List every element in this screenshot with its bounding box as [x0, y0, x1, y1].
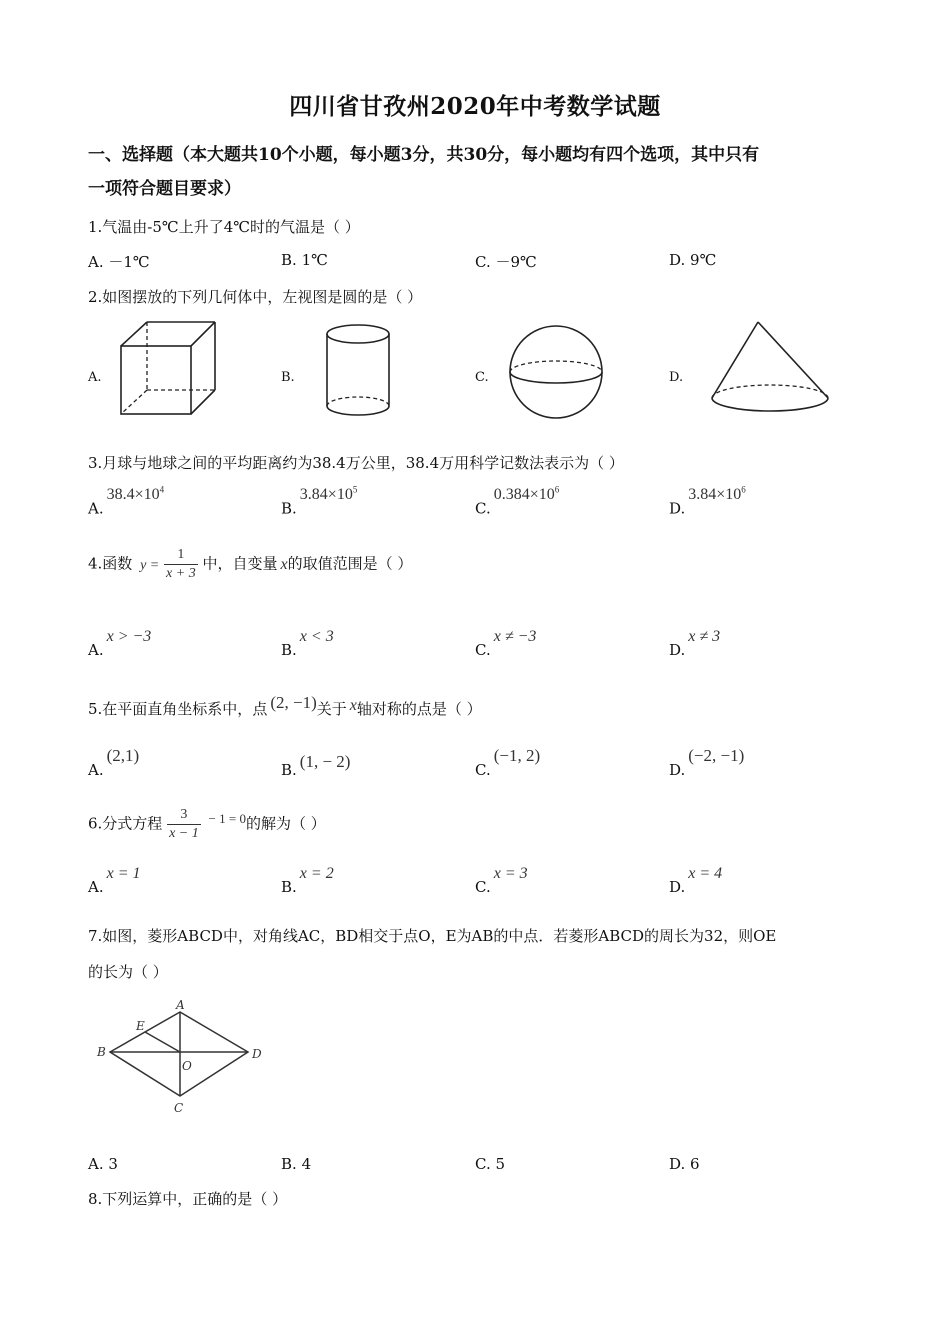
option-c: C.x = 3 [475, 865, 528, 896]
sphere-figure [506, 322, 606, 422]
option-c: C. [475, 370, 489, 385]
option-d: D. [669, 370, 684, 385]
option-d: D. 9℃ [669, 251, 717, 269]
question-3-options [88, 485, 868, 531]
cylinder-figure [322, 322, 394, 422]
question-7-stem-line2: 的长为（ ） [88, 963, 168, 981]
question-6-stem: 6.分式方程 $\frac{3}{x - 1}$ − 1 = 0的解为（ ） [88, 807, 326, 841]
question-5-options [88, 746, 868, 792]
question-8-stem: 8.下列运算中，正确的是（ ） [88, 1190, 288, 1208]
section-heading-line1: 一、选择题（本大题共10个小题，每小题3分，共30分，每小题均有四个选项，其中只有 [88, 145, 760, 165]
option-c: C.(−1, 2) [475, 746, 541, 779]
option-c: C.x ≠ −3 [475, 628, 537, 659]
option-a: $A.38.4\times 10^4$ [88, 485, 165, 518]
question-5-stem: 5.在平面直角坐标系中，点 (2, −1)关于 x轴对称的点是（ ） [88, 693, 482, 718]
question-4-stem: 4.函数 y = $\frac{1}{x + 3}$ 中，自变量 x的取值范围是（ ） [88, 547, 413, 581]
option-c: C. －9℃ [475, 253, 537, 271]
option-a: A. 3 [88, 1155, 118, 1173]
option-c: C. 5 [475, 1155, 506, 1173]
rhombus-figure [92, 998, 272, 1116]
function-fraction: $\frac{1}{x + 3}$ [166, 547, 196, 581]
question-1-options [88, 251, 868, 283]
option-d: D.(−2, −1) [669, 746, 745, 779]
option-d: D.x ≠ 3 [669, 628, 721, 659]
question-7-options [88, 1155, 868, 1187]
question-7-stem-line1: 7.如图，菱形ABCD中，对角线AC，BD相交于点O，E为AB的中点．若菱形ABCD的周长为32，则OE [88, 927, 777, 945]
option-a: A.x > −3 [88, 628, 152, 659]
cube-figure [115, 318, 220, 420]
option-d: $D.3.84\times 10^6$ [669, 485, 746, 518]
option-a: A.(2,1) [88, 746, 140, 779]
vertex-label-b: B [97, 1045, 106, 1059]
option-b: B. (1, − 2) [281, 752, 351, 779]
section-heading-line2: 一项符合题目要求） [88, 179, 241, 199]
option-b: B. 4 [281, 1155, 312, 1173]
option-d: D.x = 4 [669, 865, 723, 896]
section-heading [88, 138, 868, 206]
question-2-stem: 2.如图摆放的下列几何体中，左视图是圆的是（ ） [88, 288, 423, 306]
cone-figure [708, 318, 832, 414]
equation-fraction: $\frac{3}{x - 1}$ [169, 807, 199, 841]
vertex-label-a: A [176, 998, 185, 1012]
question-6-options [88, 865, 868, 910]
option-b: B.x < 3 [281, 628, 334, 659]
option-b: B. [281, 370, 295, 385]
option-a: A.x = 1 [88, 865, 141, 896]
question-4-options [88, 628, 868, 673]
vertex-label-c: C [174, 1101, 184, 1115]
option-b: B. 1℃ [281, 251, 328, 269]
page-title: 四川省甘孜州2020年中考数学试题 [289, 93, 661, 120]
option-b: $B.3.84\times 10^5$ [281, 485, 358, 518]
option-c: $C.0.384\times 10^6$ [475, 485, 560, 518]
question-1-stem: 1.气温由-5℃上升了4℃时的气温是（ ） [88, 218, 360, 236]
question-3-stem: 3.月球与地球之间的平均距离约为38.4万公里，38.4万用科学记数法表示为（ ） [88, 454, 624, 472]
vertex-label-o: O [182, 1059, 192, 1073]
option-a: A. －1℃ [88, 253, 150, 271]
option-d: D. 6 [669, 1155, 700, 1173]
vertex-label-e: E [136, 1019, 145, 1033]
option-b: B.x = 2 [281, 865, 334, 896]
option-a: A. [88, 370, 102, 385]
vertex-label-d: D [252, 1047, 262, 1061]
